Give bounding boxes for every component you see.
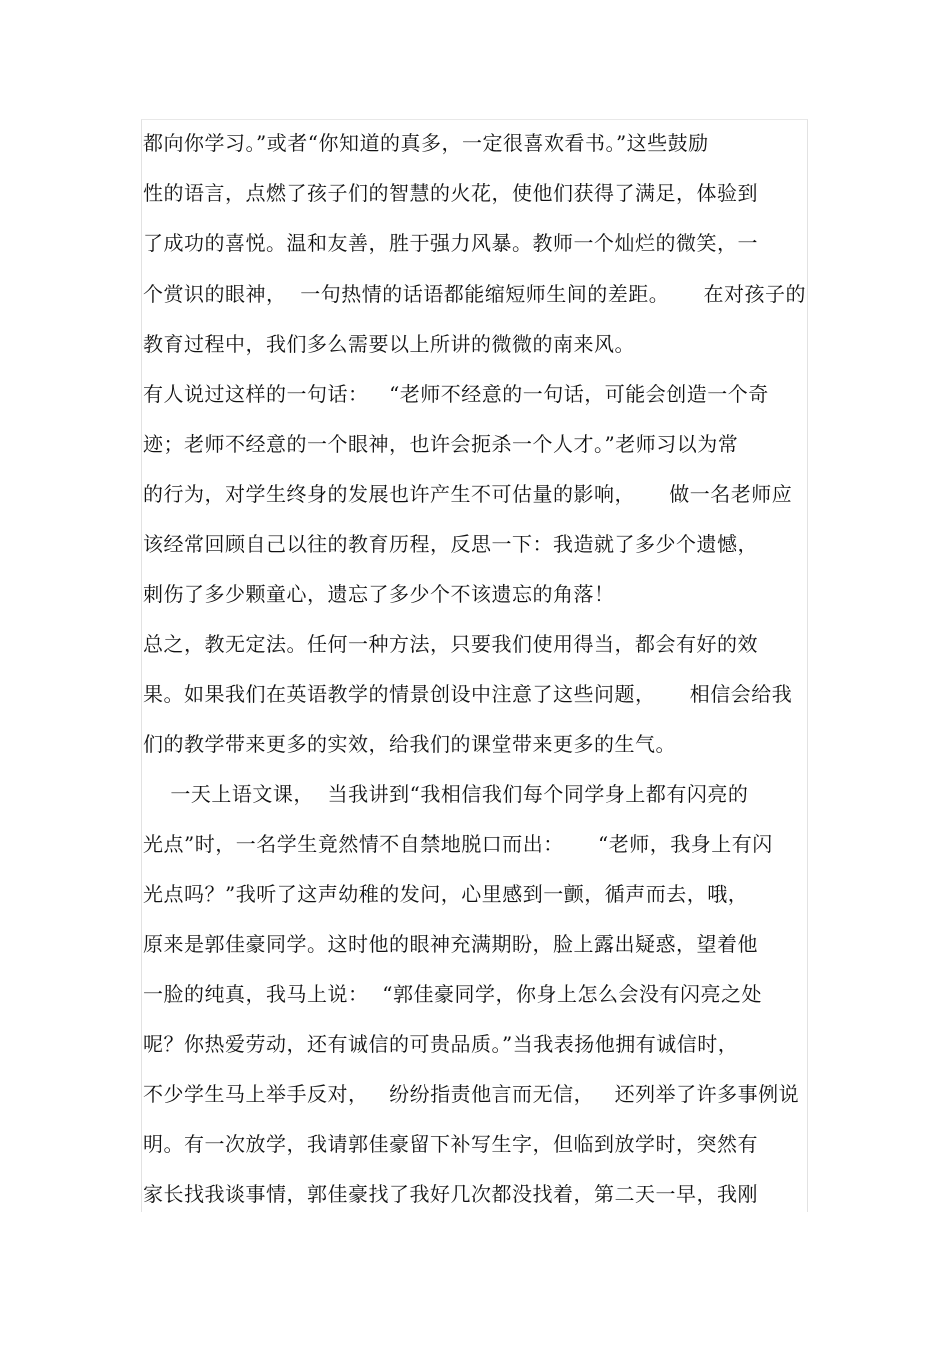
text-line: 不少学生马上举手反对， 纷纷指责他言而无信， 还列举了许多事例说 — [143, 1082, 800, 1106]
text-line: 刺伤了多少颗童心，遗忘了多少个不该遗忘的角落！ — [143, 582, 615, 606]
text-line: 个赏识的眼神， 一句热情的话语都能缩短师生间的差距。 在对孩子的 — [143, 282, 807, 306]
text-line: 们的教学带来更多的实效，给我们的课堂带来更多的生气。 — [143, 732, 676, 756]
text-line: 原来是郭佳豪同学。这时他的眼神充满期盼，脸上露出疑惑，望着他 — [143, 932, 758, 956]
text-line: 都向你学习。”或者“你知道的真多，一定很喜欢看书。”这些鼓励 — [143, 131, 709, 155]
text-line: 呢？你热爱劳动，还有诚信的可贵品质。”当我表扬他拥有诚信时， — [143, 1032, 739, 1056]
text-line: 总之，教无定法。任何一种方法，只要我们使用得当，都会有好的效 — [143, 632, 758, 656]
text-line: 了成功的喜悦。温和友善，胜于强力风暴。教师一个灿烂的微笑，一 — [143, 231, 758, 255]
text-line: 该经常回顾自己以往的教育历程，反思一下：我造就了多少个遗憾， — [143, 532, 758, 556]
text-line: 一脸的纯真，我马上说： “郭佳豪同学，你身上怎么会没有闪亮之处 — [143, 982, 762, 1006]
text-line: 的行为，对学生终身的发展也许产生不可估量的影响， 做一名老师应 — [143, 482, 793, 506]
text-line: 教育过程中，我们多么需要以上所讲的微微的南来风。 — [143, 332, 635, 356]
text-line: 明。有一次放学，我请郭佳豪留下补写生字，但临到放学时，突然有 — [143, 1132, 758, 1156]
text-line: 有人说过这样的一句话： “老师不经意的一句话，可能会创造一个奇 — [143, 382, 769, 406]
text-line: 一天上语文课， 当我讲到“我相信我们每个同学身上都有闪亮的 — [143, 782, 749, 806]
text-line: 性的语言，点燃了孩子们的智慧的火花，使他们获得了满足，体验到 — [143, 181, 758, 205]
text-line: 家长找我谈事情，郭佳豪找了我好几次都没找着，第二天一早，我刚 — [143, 1182, 758, 1206]
text-line: 光点吗？”我听了这声幼稚的发问，心里感到一颤，循声而去，哦， — [143, 882, 749, 906]
text-line: 迹；老师不经意的一个眼神，也许会扼杀一个人才。”老师习以为常 — [143, 432, 739, 456]
text-line: 光点”时，一名学生竟然情不自禁地脱口而出： “老师，我身上有闪 — [143, 832, 773, 856]
text-line: 果。如果我们在英语教学的情景创设中注意了这些问题， 相信会给我 — [143, 682, 793, 706]
